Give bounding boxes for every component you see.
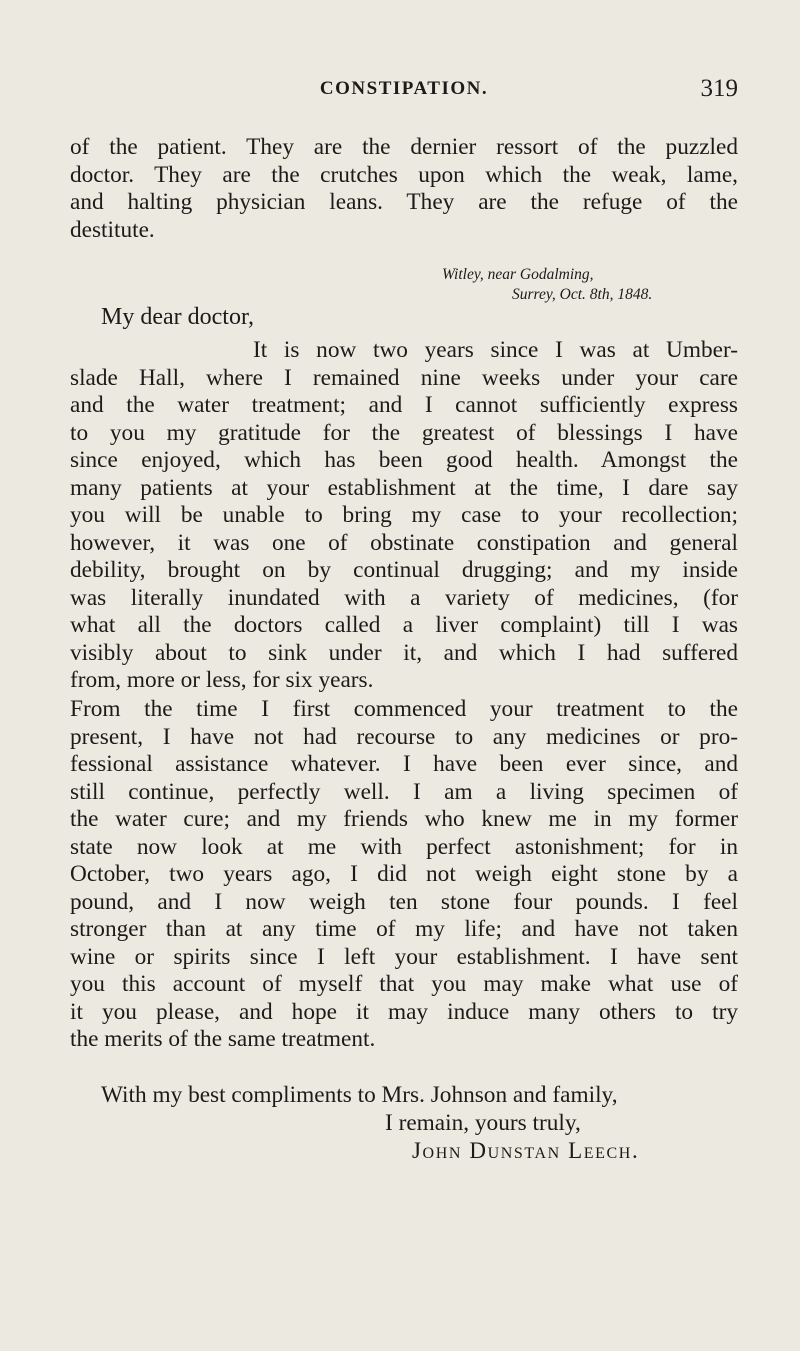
text-line: October, two years ago, I did not weigh eight stone by a: [70, 861, 738, 887]
dateline-date: Surrey, Oct. 8th, 1848.: [512, 286, 653, 303]
text-line: stronger than at any time of my life; and have not taken: [70, 916, 738, 942]
closing-line: With my best compliments to Mrs. Johnson and family,: [101, 1082, 618, 1108]
salutation: My dear doctor,: [101, 304, 254, 330]
page-number: 319: [700, 75, 738, 102]
text-line: and the water treatment; and I cannot sufficiently express: [70, 392, 738, 418]
text-line: since enjoyed, which has been good health. Amongst the: [70, 447, 738, 473]
text-line: what all the doctors called a liver complaint) till I was: [70, 612, 738, 638]
text-line: the merits of the same treatment.: [70, 1026, 376, 1052]
letter-paragraph-1: [70, 337, 738, 695]
text-line: visibly about to sink under it, and which I had suffered: [70, 639, 738, 666]
text-line: you this account of myself that you may make what use of: [70, 971, 738, 997]
text-line: the water cure; and my friends who knew me in my former: [70, 806, 738, 832]
text-line: many patients at your establishment at the time, I dare say: [70, 474, 738, 501]
text-line: pound, and I now weigh ten stone four pounds. I feel: [70, 888, 738, 915]
text-line: to you my gratitude for the greatest of blessings I have: [70, 419, 738, 446]
letter-paragraph-2: [70, 696, 738, 1054]
text-line: doctor. They are the crutches upon which the weak, lame,: [70, 161, 738, 188]
signature: John Dunstan Leech.: [412, 1138, 640, 1163]
running-title: CONSTIPATION.: [319, 78, 489, 99]
closing-valediction: I remain, yours truly,: [385, 1110, 581, 1136]
text-line: present, I have not had recourse to any medicines or pro-: [70, 723, 738, 750]
text-line: debility, brought on by continual drugging; and my inside: [70, 557, 738, 583]
text-line: From the time I first commenced your treatment to the: [70, 696, 738, 722]
text-line: state now look at me with perfect astonishment; for in: [70, 833, 738, 860]
dateline-place: Witley, near Godalming,: [442, 266, 594, 283]
text-line: was literally inundated with a variety of medicines, (for: [70, 584, 738, 611]
text-line: slade Hall, where I remained nine weeks under your care: [70, 364, 738, 391]
opening-paragraph: [70, 134, 738, 244]
text-line: fessional assistance whatever. I have been ever since, and: [70, 751, 738, 777]
text-line: still continue, perfectly well. I am a living specimen of: [70, 778, 738, 805]
page-header: [70, 75, 738, 108]
text-line: of the patient. They are the dernier ressort of the puzzled: [70, 134, 738, 160]
text-line: you will be unable to bring my case to your recollection;: [70, 502, 738, 528]
text-line: however, it was one of obstinate constipation and general: [70, 529, 738, 556]
text-line: destitute.: [70, 216, 155, 243]
text-line: from, more or less, for six years.: [70, 667, 374, 693]
text-line: and halting physician leans. They are the refuge of the: [70, 189, 738, 215]
text-line: It is now two years since I was at Umber-: [253, 337, 738, 363]
text-line: it you please, and hope it may induce many others to try: [70, 998, 738, 1025]
text-line: wine or spirits since I left your establishment. I have sent: [70, 943, 738, 970]
